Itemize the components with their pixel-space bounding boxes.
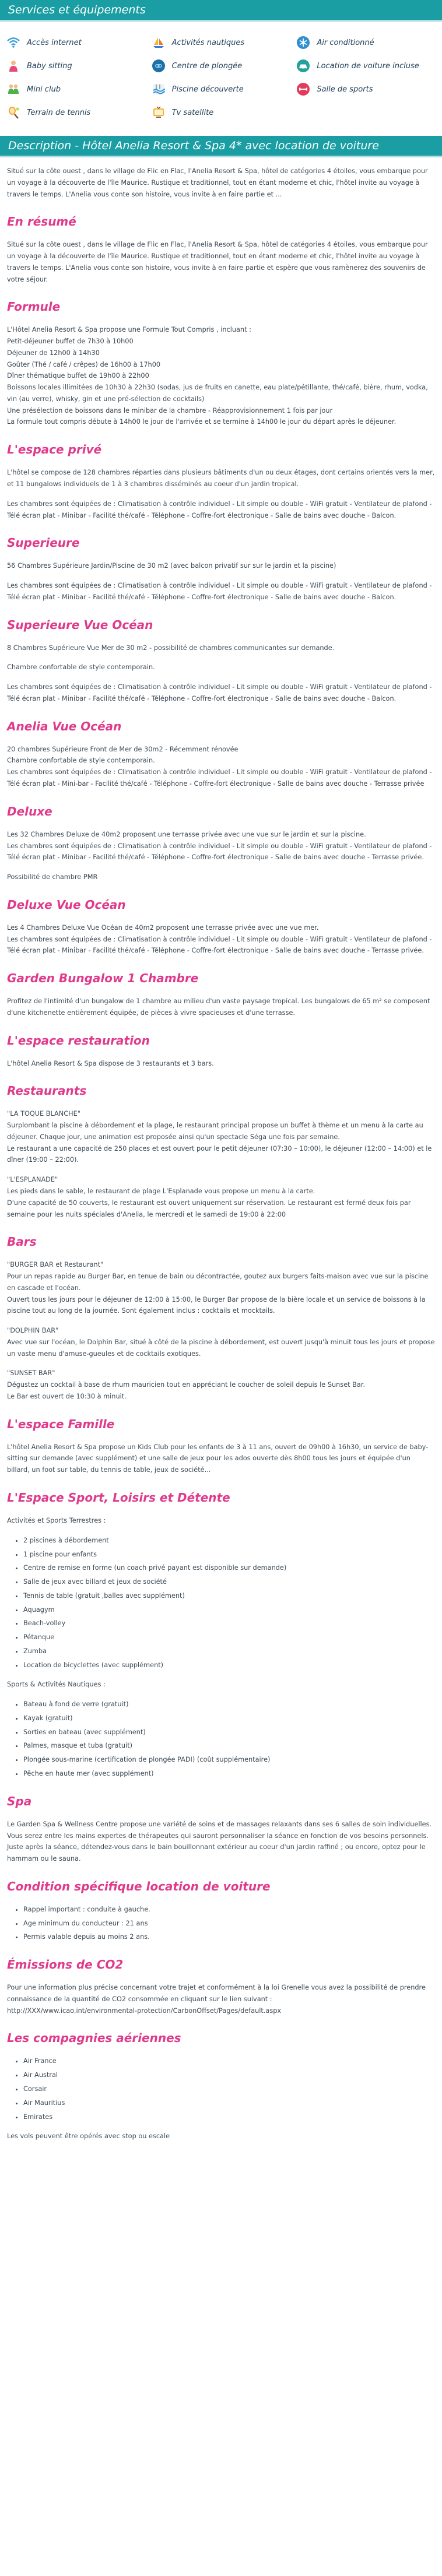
list-item: • Air France bbox=[23, 2055, 435, 2067]
list-item: • Tennis de table (gratuit ,balles avec supplément) bbox=[23, 1590, 435, 1602]
restauration-text: L'hôtel Anelia Resort & Spa dispose de 3 restaurants et 3 bars. bbox=[7, 1059, 214, 1067]
list-item: • Kayak (gratuit) bbox=[23, 1713, 435, 1724]
espace-prive-p1: L'hôtel se compose de 128 chambres réparties dans plusieurs bâtiments d'un ou deux étages, dont certains orientés vers la mer, et 11 bungalows individuels de 1 à 3 chambres disséminés au coeur d'un jardin tropical. bbox=[7, 469, 435, 489]
service-item-miniclub bbox=[6, 80, 146, 99]
deluxe-vue-ocean-line: Les chambres sont équipées de : Climatisation à contrôle individuel - Lit simple ou double - WiFi gratuit - Ventilateur de plafond - Télé écran plat - Minibar - Facilité thé/café - Téléphone - Coffre-fort électronique - Salle de bains avec douche - Terrasse privée. bbox=[7, 935, 432, 955]
bar-line: "BURGER BAR et Restaurant" bbox=[7, 1261, 104, 1269]
service-label: Air conditionné bbox=[317, 38, 374, 47]
service-item-piscine bbox=[151, 80, 292, 99]
service-item-plongee bbox=[151, 57, 292, 75]
list-item: • Plongée sous-marine (certification de plongée PADI) (coût supplémentaire) bbox=[23, 1754, 435, 1766]
formule-line: Déjeuner de 12h00 à 14h30 bbox=[7, 349, 100, 357]
garden-bungalow-text: Profitez de l'intimité d'un bungalow de 1 chambre au milieu d'un vaste paysage tropical. Les bungalows de 65 m² se composent d'une kitchenette entièrement équipée, de pièces à vivre spacieuses et d'une terrasse. bbox=[7, 997, 430, 1017]
deluxe-vue-ocean-block bbox=[7, 922, 435, 957]
service-label: Terrain de tennis bbox=[27, 108, 91, 117]
restaurant-line: Surplombant la piscine à débordement et la plage, le restaurant principal propose un buffet à thème et un menu à la carte au déjeuner. Chaque jour, une animation est proposée ainsi qu'un spectacle Séga une fois par semaine. bbox=[7, 1122, 423, 1141]
superieure-p1: 56 Chambres Supérieure Jardin/Piscine de 30 m2 (avec balcon privatif sur sur le jardin et la piscine) bbox=[7, 562, 336, 570]
formule-title: Formule bbox=[7, 300, 61, 314]
deluxe-line: Les chambres sont équipées de : Climatisation à contrôle individuel - Lit simple ou double - WiFi gratuit - Ventilateur de plafond - Télé écran plat - Minibar - Facilité thé/café - Téléphone - Coffre-fort électronique - Salle de bains avec douche - Terrasse privée. bbox=[7, 842, 432, 862]
list-item: • Corsair bbox=[23, 2083, 435, 2095]
anelia-vue-ocean-line: Les chambres sont équipées de : Climatisation à contrôle individuel - Lit simple ou double - WiFi gratuit - Ventilateur de plafond - Télé écran plat - Mini-bar - Facilité thé/café - Téléphone - Coffre-fort électronique - Salle de bains avec douche - Terrasse privée bbox=[7, 768, 432, 788]
espace-prive-title: L'espace privé bbox=[7, 442, 102, 457]
co2-title: Émissions de CO2 bbox=[7, 1958, 124, 1972]
bar-sunset bbox=[7, 1368, 435, 1402]
service-label: Centre de plongée bbox=[171, 61, 243, 71]
service-item-nautiques bbox=[151, 33, 292, 52]
bar-dolphin bbox=[7, 1325, 435, 1359]
intro-paragraph: Situé sur la côte ouest , dans le village de Flic en Flac, l'Anelia Resort & Spa, hôtel de catégories 4 étoiles, vous embarque pour un voyage à la découverte de l'île Maurice. Rustique et traditionnel, tout en étant moderne et chic, l'hôtel invite au voyage à travers le temps. L'Anelia vous conte son histoire, vous invite à en faire partie et ... bbox=[7, 167, 428, 198]
service-label: Mini club bbox=[27, 85, 61, 94]
services-grid bbox=[0, 25, 442, 136]
restaurants-title: Restaurants bbox=[7, 1084, 87, 1098]
service-label: Accès internet bbox=[27, 38, 82, 47]
anelia-vue-ocean-line: Chambre confortable de style contemporain. bbox=[7, 757, 155, 765]
tv-icon bbox=[151, 105, 166, 120]
sport-terrestres-intro: Activités et Sports Terrestres : bbox=[7, 1517, 106, 1524]
superieure-vue-ocean-title: Superieure Vue Océan bbox=[7, 617, 153, 632]
superieure-vue-ocean-p3: Les chambres sont équipées de : Climatisation à contrôle individuel - Lit simple ou double - WiFi gratuit - Ventilateur de plafond - Télé écran plat - Minibar - Facilité thé/café - Téléphone - Coffre-fort électronique - Salle de bains avec douche - Balcon. bbox=[7, 683, 432, 702]
sport-terrestres-list bbox=[7, 1535, 435, 1671]
restaurant-esplanade bbox=[7, 1174, 435, 1220]
sport-nautiques-list bbox=[7, 1699, 435, 1780]
compagnies-note: Les vols peuvent être opérés avec stop ou escale bbox=[7, 2132, 170, 2141]
list-item: • Air Mauritius bbox=[23, 2097, 435, 2109]
list-item: • Location de bicyclettes (avec supplément) bbox=[23, 1660, 435, 1671]
snowflake-icon bbox=[296, 35, 311, 50]
service-item-tennis bbox=[6, 103, 146, 122]
gym-icon bbox=[296, 82, 311, 97]
services-header: Services et équipements bbox=[0, 0, 442, 20]
bar-line: Dégustez un cocktail à base de rhum mauricien tout en appréciant le coucher de soleil depuis le Sunset Bar. bbox=[7, 1381, 366, 1389]
spa-line: Le Garden Spa & Wellness Centre propose une variété de soins et de massages relaxants dans ses 6 salles de soin individuelles. Vous serez entre les mains expertes de thérapeutes qui sauront personnaliser la séance en fonction de vos besoins personnels. bbox=[7, 1820, 432, 1840]
list-item: • 2 piscines à débordement bbox=[23, 1535, 435, 1547]
description-content bbox=[0, 161, 442, 2142]
superieure-p2: Les chambres sont équipées de : Climatisation à contrôle individuel - Lit simple ou double - WiFi gratuit - Ventilateur de plafond - Télé écran plat - Minibar - Facilité thé/café - Téléphone - Coffre-fort électronique - Salle de bains avec douche - Balcon. bbox=[7, 582, 432, 601]
superieure-vue-ocean-p2: Chambre confortable de style contemporain. bbox=[7, 663, 155, 672]
service-label: Piscine découverte bbox=[171, 85, 244, 94]
service-item-baby bbox=[6, 57, 146, 75]
formule-line: Petit-déjeuner buffet de 7h30 à 10h00 bbox=[7, 338, 134, 346]
compagnies-title: Les compagnies aériennes bbox=[7, 2031, 181, 2046]
sport-nautiques-intro: Sports & Activités Nautiques : bbox=[7, 1681, 106, 1689]
formule-line: La formule tout compris débute à 14h00 le jour de l'arrivée et se termine à 14h00 le jour du départ après le déjeuner. bbox=[7, 418, 397, 426]
list-item: • Centre de remise en forme (un coach privé payant est disponible sur demande) bbox=[23, 1562, 435, 1574]
description-header-underline bbox=[0, 156, 442, 157]
anelia-vue-ocean-line: 20 chambres Supérieure Front de Mer de 30m2 - Récemment rénovée bbox=[7, 745, 238, 753]
list-item: • Salle de jeux avec billard et jeux de société bbox=[23, 1576, 435, 1588]
famille-title: L'espace Famille bbox=[7, 1417, 115, 1431]
restaurant-toque-blanche bbox=[7, 1108, 435, 1166]
description-header: Description - Hôtel Anelia Resort & Spa 4* avec location de voiture bbox=[0, 136, 442, 156]
diving-icon bbox=[151, 58, 166, 73]
spa-block bbox=[7, 1819, 435, 1865]
list-item: • Beach-volley bbox=[23, 1618, 435, 1629]
bar-line: Le Bar est ouvert de 10:30 à minuit. bbox=[7, 1392, 127, 1400]
formule-line: Goûter (Thé / café / crêpes) de 16h00 à 17h00 bbox=[7, 360, 161, 368]
famille-text: L'hôtel Anelia Resort & Spa propose un Kids Club pour les enfants de 3 à 11 ans, ouvert de 09h00 à 16h30, un service de baby-sitting sur demande (avec supplément) et une salle de jeux pour les ados ouverte dès 8h00 tous les jours et équipée d'un billard, un foot sur table, du tennis de table, jeux de société... bbox=[7, 1443, 429, 1474]
service-item-internet bbox=[6, 33, 146, 52]
list-item: • Rappel important : conduite à gauche. bbox=[23, 1904, 435, 1916]
service-label: Tv satellite bbox=[171, 108, 214, 117]
co2-block bbox=[7, 1982, 435, 2016]
list-item: • Emirates bbox=[23, 2111, 435, 2123]
wifi-icon bbox=[6, 35, 21, 50]
spa-line: Juste après la séance, détendez-vous dans le bain bouillonnant extérieur au coeur d'un jardin raffiné ; ou encore, optez pour le hammam ou le sauna. bbox=[7, 1843, 426, 1863]
service-item-voiture bbox=[296, 57, 436, 75]
garden-bungalow-title: Garden Bungalow 1 Chambre bbox=[7, 971, 199, 986]
deluxe-pmr: Possibilité de chambre PMR bbox=[7, 873, 98, 881]
restauration-title: L'espace restauration bbox=[7, 1033, 150, 1048]
bar-line: Pour un repas rapide au Burger Bar, en tenue de bain ou décontractée, goutez aux burgers faits-maison avec vue sur la piscine en cascade et l'océan. bbox=[7, 1273, 429, 1292]
list-item: • Air Austral bbox=[23, 2069, 435, 2081]
list-item: • Zumba bbox=[23, 1646, 435, 1657]
restaurant-line: "L'ESPLANADE" bbox=[7, 1176, 58, 1184]
service-item-sports bbox=[296, 80, 436, 99]
formule-line: Une présélection de boissons dans le minibar de la chambre - Réapprovisionnement 1 fois par jour bbox=[7, 406, 333, 414]
service-item-clim bbox=[296, 33, 436, 52]
car-icon bbox=[296, 58, 311, 73]
service-label: Baby sitting bbox=[27, 61, 72, 71]
spa-title: Spa bbox=[7, 1794, 32, 1808]
resume-title: En résumé bbox=[7, 215, 76, 229]
list-item: • Bateau à fond de verre (gratuit) bbox=[23, 1699, 435, 1710]
compagnies-list bbox=[7, 2055, 435, 2122]
condition-title: Condition spécifique location de voiture bbox=[7, 1879, 271, 1893]
espace-prive-p2: Les chambres sont équipées de : Climatisation à contrôle individuel - Lit simple ou double - WiFi gratuit - Ventilateur de plafond - Télé écran plat - Minibar - Facilité thé/café - Téléphone - Coffre-fort électronique - Salle de bains avec douche - Balcon. bbox=[7, 500, 432, 519]
list-item: • 1 piscine pour enfants bbox=[23, 1549, 435, 1561]
co2-link[interactable]: http://XXX/www.icao.int/environmental-protection/CarbonOffset/Pages/default.aspx bbox=[7, 2006, 282, 2015]
tennis-icon bbox=[6, 105, 21, 120]
service-item-tv bbox=[151, 103, 292, 122]
formule-line: Dîner thématique buffet de 19h00 à 22h00 bbox=[7, 372, 149, 380]
list-item: • Pêche en haute mer (avec supplément) bbox=[23, 1768, 435, 1780]
superieure-vue-ocean-p1: 8 Chambres Supérieure Vue Mer de 30 m2 - possibilité de chambres communicantes sur demande. bbox=[7, 644, 335, 652]
bar-line: "DOLPHIN BAR" bbox=[7, 1327, 59, 1335]
restaurant-line: "LA TOQUE BLANCHE" bbox=[7, 1110, 80, 1118]
list-item: • Sorties en bateau (avec supplément) bbox=[23, 1727, 435, 1738]
formule-line: L'Hôtel Anelia Resort & Spa propose une Formule Tout Compris , incluant : bbox=[7, 326, 251, 334]
kids-icon bbox=[6, 82, 21, 97]
list-item: • Aquagym bbox=[23, 1604, 435, 1616]
anelia-vue-ocean-block bbox=[7, 744, 435, 790]
superieure-title: Superieure bbox=[7, 536, 80, 550]
co2-line: Pour une information plus précise concernant votre trajet et conformément à la loi Grenelle vous avez la possibilité de prendre connaissance de la quantité de CO2 consommée en cliquant sur le lien suivant : bbox=[7, 1984, 426, 2003]
condition-list bbox=[7, 1904, 435, 1943]
restaurant-line: D'une capacité de 50 couverts, le restaurant est ouvert uniquement sur réservation. Le restaurant est fermé deux fois par semaine pour les nuits spéciales d'Anelia, le mercredi et le samedi de 19:00 à 22:00 bbox=[7, 1199, 411, 1218]
resume-paragraph: Situé sur la côte ouest , dans le village de Flic en Flac, l'Anelia Resort & Spa, hôtel de catégories 4 étoiles, vous embarque pour un voyage à la découverte de l'île Maurice. Rustique et traditionnel, tout en étant moderne et chic, l'hôtel invite au voyage à travers le temps. L'Anelia vous conte son histoire, vous invite à en faire partie et espère que vous ramènerez des souvenirs de votre séjour. bbox=[7, 241, 428, 283]
restaurant-line: Le restaurant a une capacité de 250 places et est ouvert pour le petit déjeuner (07:30 – 10:00), le déjeuner (12:00 – 14:00) et le dîner (19:00 – 22:00). bbox=[7, 1144, 432, 1164]
deluxe-title: Deluxe bbox=[7, 804, 52, 818]
list-item: • Pétanque bbox=[23, 1632, 435, 1643]
anelia-vue-ocean-title: Anelia Vue Océan bbox=[7, 719, 122, 733]
bars-title: Bars bbox=[7, 1235, 37, 1249]
bar-burger bbox=[7, 1259, 435, 1317]
deluxe-block bbox=[7, 829, 435, 863]
services-header-underline bbox=[0, 20, 442, 22]
bar-line: Ouvert tous les jours pour le déjeuner de 12:00 à 15:00, le Burger Bar propose de la bière locale et un service de boissons à la piscine tout au long de la journée. Sont également inclus : cocktails et mocktails. bbox=[7, 1295, 426, 1315]
deluxe-vue-ocean-title: Deluxe Vue Océan bbox=[7, 897, 126, 912]
list-item: • Age minimum du conducteur : 21 ans bbox=[23, 1918, 435, 1930]
formule-line: Boissons locales illimitées de 10h30 à 22h30 (sodas, jus de fruits en canette, eau plate/pétillante, thé/café, bière, rhum, vodka, vin (au verre), whisky, gin et une pré-sélection de cocktails) bbox=[7, 384, 428, 403]
formule-block bbox=[7, 324, 435, 428]
restaurant-line: Les pieds dans le sable, le restaurant de plage L'Esplanade vous propose un menu à la carte. bbox=[7, 1187, 315, 1195]
baby-icon bbox=[6, 58, 21, 73]
bar-line: Avec vue sur l'océan, le Dolphin Bar, situé à côté de la piscine à débordement, est ouvert jusqu'à minuit tous les jours et propose un vaste menu d'amuse-gueules et de cocktails exotiques. bbox=[7, 1338, 435, 1358]
sport-title: L'Espace Sport, Loisirs et Détente bbox=[7, 1491, 230, 1505]
list-item: • Permis valable depuis au moins 2 ans. bbox=[23, 1931, 435, 1943]
service-label: Activités nautiques bbox=[171, 38, 245, 47]
service-label: Salle de sports bbox=[317, 85, 373, 94]
bar-line: "SUNSET BAR" bbox=[7, 1369, 55, 1377]
sailing-icon bbox=[151, 35, 166, 50]
pool-icon bbox=[151, 82, 166, 97]
deluxe-line: Les 32 Chambres Deluxe de 40m2 proposent une terrasse privée avec une vue sur le jardin et sur la piscine. bbox=[7, 830, 366, 838]
list-item: • Palmes, masque et tuba (gratuit) bbox=[23, 1740, 435, 1752]
deluxe-vue-ocean-line: Les 4 Chambres Deluxe Vue Océan de 40m2 proposent une terrasse privée avec une vue mer. bbox=[7, 923, 319, 932]
service-label: Location de voiture incluse bbox=[317, 61, 419, 71]
